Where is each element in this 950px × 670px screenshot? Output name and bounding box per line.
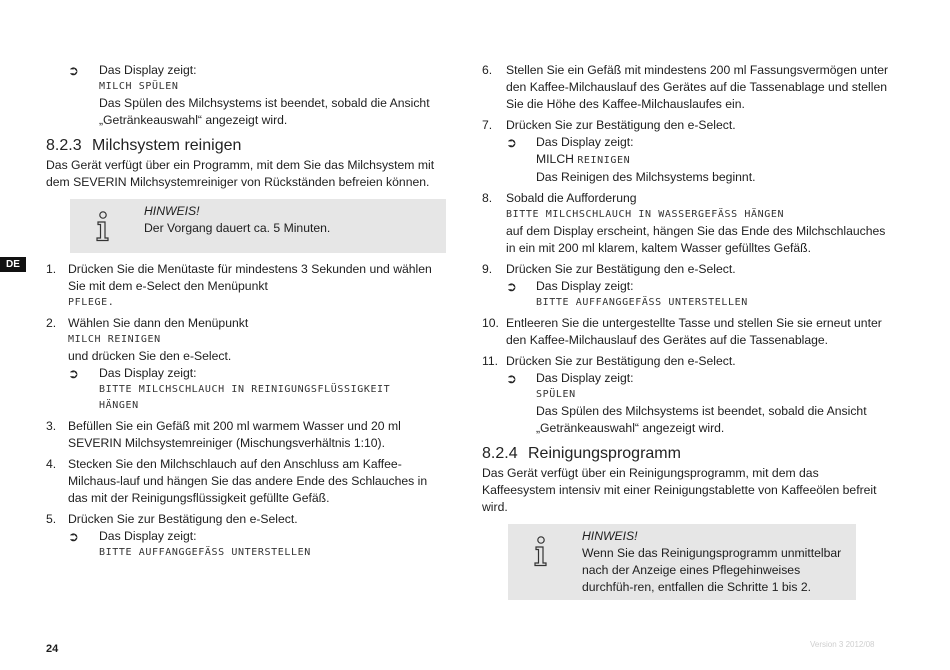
instruction-text: Das Display zeigt: — [536, 279, 634, 293]
display-instruction — [46, 528, 446, 561]
step-text: Drücken Sie die Menütaste für mindestens 3 Sekunden und wählen Sie mit dem e-Select den Menüpunkt — [68, 262, 432, 293]
arrow-icon: ➲ — [506, 279, 517, 294]
display-prefix: MILCH — [536, 152, 574, 166]
instruction-text: Das Display zeigt: — [99, 366, 197, 380]
step-text: Stellen Sie ein Gefäß mit mindestens 200 ml Fassungsvermögen unter den Kaffee-Milchauslauf des Gerätes auf die Tassenablage und stellen Sie die Höhe des Kaffee-Milchauslaufes ein. — [506, 63, 889, 111]
display-readout: BITTE MILCHSCHLAUCH IN WASSERGEFÄSS HÄNGEN — [506, 209, 785, 220]
step-item — [482, 117, 894, 134]
instruction-followup: Das Reinigen des Milchsystems beginnt. — [536, 170, 756, 184]
step-text: Befüllen Sie ein Gefäß mit 200 ml warmem Wasser und 20 ml SEVERIN Milchsystemreiniger (Mischungsverhältnis 1:10). — [68, 419, 401, 450]
info-icon — [92, 211, 114, 243]
step-number: 8. — [482, 191, 493, 205]
section-intro: Das Gerät verfügt über ein Programm, mit dem Sie das Milchsystem mit dem SEVERIN Milchsystemreiniger von Rückständen befreien können. — [46, 158, 435, 189]
display-readout: BITTE AUFFANGGEFÄSS UNTERSTELLEN — [536, 297, 748, 308]
step-number: 3. — [46, 419, 57, 433]
arrow-icon: ➲ — [506, 135, 517, 150]
display-readout: BITTE MILCHSCHLAUCH IN REINIGUNGSFLÜSSIGKEIT HÄNGEN — [99, 384, 391, 411]
step-item — [46, 418, 446, 452]
note-box — [508, 524, 856, 600]
instruction-text: Das Display zeigt: — [536, 371, 634, 385]
step-item — [482, 353, 894, 370]
step-number: 6. — [482, 63, 493, 77]
step-text: Wählen Sie dann den Menüpunkt — [68, 316, 249, 330]
instruction-text: Das Display zeigt: — [536, 135, 634, 149]
note-text: Der Vorgang dauert ca. 5 Minuten. — [144, 221, 331, 235]
step-number: 2. — [46, 316, 57, 330]
instruction-followup: Das Spülen des Milchsystems ist beendet, sobald die Ansicht „Getränkeauswahl“ angezeigt wird. — [99, 96, 430, 127]
instruction-text: Das Display zeigt: — [99, 529, 197, 543]
step-item — [482, 190, 894, 257]
instruction-text: Das Display zeigt: — [99, 63, 197, 77]
step-followup: und drücken Sie den e-Select. — [68, 349, 232, 363]
step-text: Drücken Sie zur Bestätigung den e-Select. — [506, 354, 736, 368]
step-text: Sobald die Aufforderung — [506, 191, 637, 205]
display-instruction — [46, 365, 446, 414]
note-title: HINWEIS! — [582, 529, 638, 543]
step-text: Drücken Sie zur Bestätigung den e-Select. — [68, 512, 298, 526]
version-label: Version 3 2012/08 — [810, 640, 875, 649]
step-number: 5. — [46, 512, 57, 526]
display-readout: MILCH SPÜLEN — [99, 81, 179, 92]
section-intro: Das Gerät verfügt über ein Reinigungsprogramm, mit dem das Kaffeesystem intensiv mit einer Reinigungstablette von Kaffeeölen befreit wird. — [482, 466, 877, 514]
display-readout: BITTE AUFFANGGEFÄSS UNTERSTELLEN — [99, 547, 311, 558]
display-instruction — [482, 278, 894, 311]
arrow-icon: ➲ — [68, 63, 79, 78]
section-number: 8.2.4 — [482, 445, 518, 462]
step-text: Stecken Sie den Milchschlauch auf den Anschluss am Kaffee-Milchaus-lauf und hängen Sie das andere Ende des Schlauches in das mit der Reinigungsflüssigkeit gefüllte Gefäß. — [68, 457, 428, 505]
step-item — [46, 511, 446, 528]
step-number: 9. — [482, 262, 493, 276]
language-tab: DE — [0, 257, 26, 272]
step-text: Entleeren Sie die untergestellte Tasse und stellen Sie sie erneut unter den Kaffee-Milchauslauf des Gerätes auf die Tassenablage. — [506, 316, 882, 347]
display-instruction — [46, 62, 446, 129]
step-number: 10. — [482, 316, 499, 330]
step-item — [482, 62, 894, 113]
page-number: 24 — [46, 643, 59, 655]
step-text: Drücken Sie zur Bestätigung den e-Select. — [506, 262, 736, 276]
step-number: 1. — [46, 262, 57, 276]
step-number: 7. — [482, 118, 493, 132]
arrow-icon: ➲ — [68, 529, 79, 544]
note-box — [70, 199, 446, 253]
step-item — [46, 315, 446, 365]
step-followup: auf dem Display erscheint, hängen Sie das Ende des Milchschlauches in ein mit 200 ml klarem, kaltem Wasser gefülltes Gefäß. — [506, 224, 886, 255]
step-item — [482, 261, 894, 278]
step-text: Drücken Sie zur Bestätigung den e-Select. — [506, 118, 736, 132]
section-number: 8.2.3 — [46, 137, 82, 154]
section-heading — [46, 135, 446, 157]
right-column — [482, 62, 894, 608]
step-number: 11. — [482, 354, 499, 368]
instruction-followup: Das Spülen des Milchsystems ist beendet, sobald die Ansicht „Getränkeauswahl“ angezeigt wird. — [536, 404, 867, 435]
step-item — [46, 456, 446, 507]
display-readout: REINIGEN — [577, 155, 631, 166]
section-heading — [482, 443, 894, 465]
step-item — [46, 261, 446, 311]
arrow-icon: ➲ — [68, 366, 79, 381]
step-item — [482, 315, 894, 349]
display-readout: SPÜLEN — [536, 389, 576, 400]
display-readout: MILCH REINIGEN — [68, 334, 161, 345]
left-column — [46, 62, 446, 561]
note-title: HINWEIS! — [144, 204, 200, 218]
step-number: 4. — [46, 457, 57, 471]
display-readout: PFLEGE. — [68, 297, 115, 308]
arrow-icon: ➲ — [506, 371, 517, 386]
note-text: Wenn Sie das Reinigungsprogramm unmittelbar nach der Anzeige eines Pflegehinweises durchfüh-ren, entfallen die Schritte 1 bis 2. — [582, 546, 842, 594]
display-instruction — [482, 370, 894, 437]
section-title: Reinigungsprogramm — [528, 445, 681, 462]
info-icon — [530, 536, 552, 568]
display-instruction — [482, 134, 894, 186]
section-title: Milchsystem reinigen — [92, 137, 242, 154]
